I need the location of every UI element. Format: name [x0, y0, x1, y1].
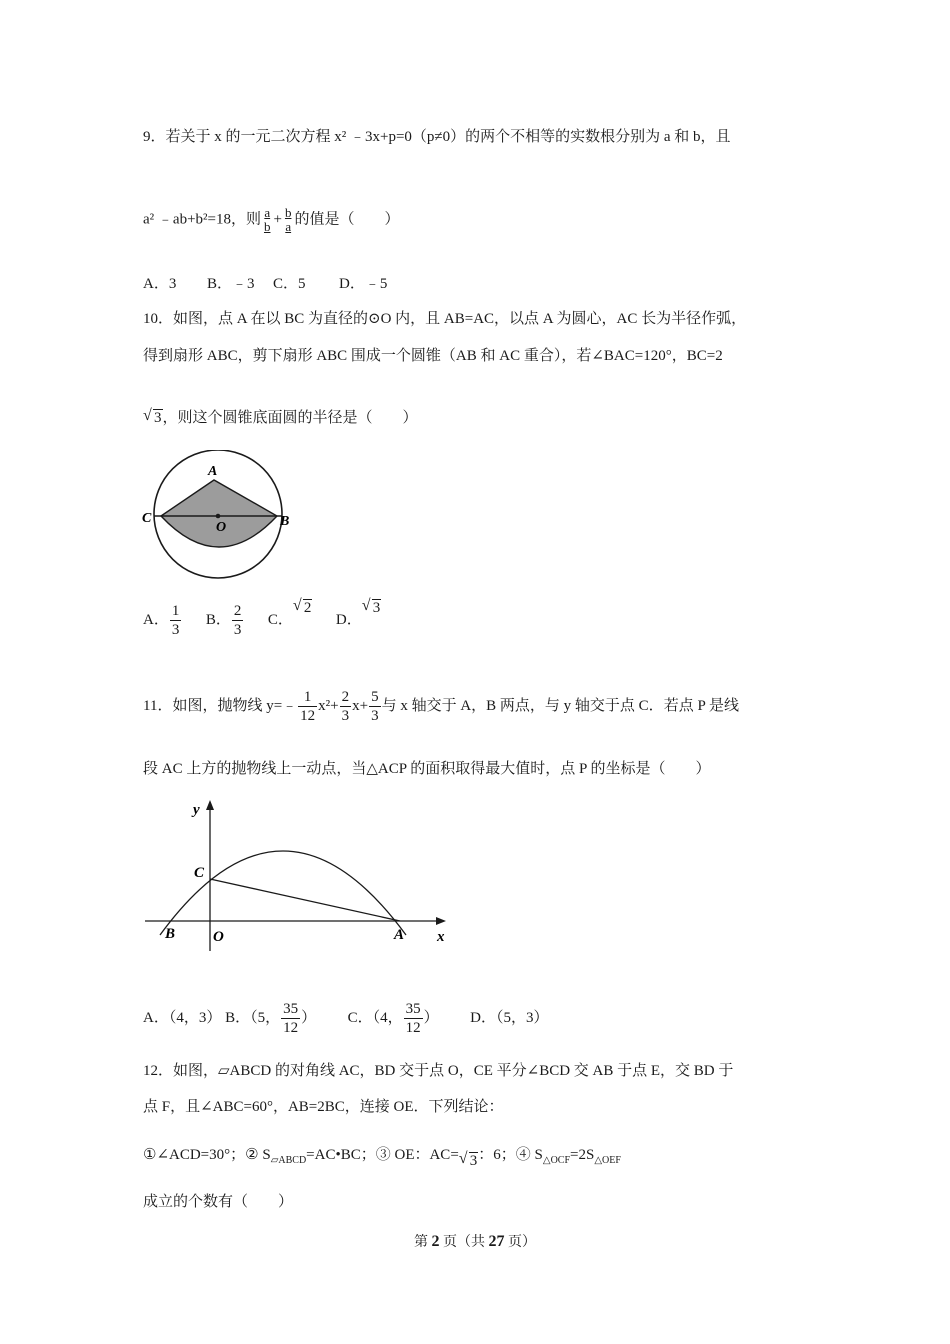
- q11-f3-num: 5: [371, 689, 379, 705]
- q11-f2-den: 3: [341, 708, 350, 724]
- q11-c-den: 12: [405, 1020, 421, 1036]
- q9-plus: +: [273, 211, 282, 228]
- q11-y-arrow: [206, 800, 214, 810]
- q11-parabola: [160, 851, 406, 935]
- q12-line4: 成立的个数有（ ）: [143, 1194, 294, 1210]
- q10-line3-post: ，则这个圆锥底面圆的半径是（ ）: [162, 410, 418, 426]
- q11-option-d: D．（5，3）: [470, 1009, 549, 1026]
- q10-option-b-label: B．: [205, 612, 231, 628]
- q11-f1-den: 12: [300, 708, 316, 724]
- q10-option-b-frac: [232, 602, 244, 639]
- q11-f1-num: 1: [298, 688, 317, 707]
- q9-line1: 9．若关于 x 的一元二次方程 x² ﹣3x+p=0（p≠0）的两个不相等的实数根分别为 a 和 b，且: [143, 129, 731, 145]
- q11-b-den: 12: [283, 1020, 299, 1036]
- q9-line2-post: 的值是（ ）: [294, 211, 400, 228]
- q10-label-a: A: [208, 464, 218, 479]
- q11-frac-1-12: [298, 688, 317, 725]
- q11-option-c-pre: C．（4，: [347, 1009, 403, 1026]
- q10-a-den: 3: [171, 622, 180, 639]
- q12-line1: 12．如图，▱ABCD 的对角线 AC，BD 交于点 O，CE 平分∠BCD 交 AB 于点 E，交 BD 于: [143, 1063, 734, 1079]
- footer-pre: 第: [414, 1235, 428, 1250]
- q10-line2: 得到扇形 ABC，剪下扇形 ABC 围成一个圆锥（AB 和 AC 重合），若∠BAC=120°，BC=2: [143, 348, 723, 364]
- q10-option-c-label: C．: [267, 612, 293, 628]
- q12-sqrt3: √ 3: [458, 1150, 478, 1169]
- q11-options: [143, 1000, 549, 1037]
- q11-line1-pre: 11．如图，抛物线 y=﹣: [143, 697, 298, 714]
- q9-line2-pre: a² ﹣ab+b²=18，则: [143, 211, 261, 228]
- q12-line3-b: =AC•BC；③ OE：AC=: [306, 1147, 459, 1163]
- q9-option-d: D．﹣5: [339, 276, 388, 292]
- q10-label-b: B: [280, 514, 290, 529]
- q12-sub-abcd: ▱ABCD: [270, 1155, 307, 1166]
- q12-line3: [143, 1145, 621, 1171]
- q11-label-y: y: [193, 802, 200, 818]
- q10-sqrt3-radicand: 3: [154, 410, 162, 426]
- q11-line1: [143, 688, 739, 725]
- q10-option-d-label: D．: [335, 612, 362, 628]
- q11-f3-den: 3: [371, 708, 379, 724]
- q10-b-num: 2: [233, 603, 242, 620]
- q10-label-c: C: [142, 511, 152, 526]
- q10-b-den: 3: [233, 622, 242, 639]
- q10-figure: [140, 450, 300, 580]
- q9-option-b: B．﹣3: [207, 276, 255, 292]
- q10-label-o: O: [216, 520, 227, 535]
- page-footer: [0, 1231, 950, 1251]
- q11-option-b-post: ）: [301, 1009, 317, 1026]
- q10-line3: [143, 408, 418, 428]
- q11-segment-ac: [210, 879, 400, 921]
- q9-line2: [143, 206, 399, 234]
- q12-line3-c: ：6；④ S: [478, 1147, 543, 1163]
- q10-sector-abc: [161, 480, 277, 547]
- q11-label-b: B: [165, 926, 176, 942]
- q10-line1: 10．如图，点 A 在以 BC 为直径的⊙O 内，且 AB=AC，以点 A 为圆心，AC 长为半径作弧，: [143, 311, 747, 327]
- q10-option-d-sqrt: √ 3: [361, 597, 381, 616]
- q10-d-radicand: 3: [372, 600, 381, 616]
- q9-options: [143, 274, 387, 294]
- q10-sqrt3: √ 3: [143, 407, 162, 426]
- q9-option-a: A．3: [143, 276, 177, 292]
- q9-frac1-den: b: [263, 219, 271, 234]
- q11-mid2: x+: [352, 697, 369, 714]
- q11-option-b-pre: B．（5，: [225, 1009, 281, 1026]
- q11-line1-post: 与 x 轴交于 A，B 两点，与 y 轴交于点 C．若点 P 是线: [381, 697, 739, 714]
- q9-frac1-num: a: [264, 205, 271, 220]
- q12-line3-a: ①∠ACD=30°；② S: [143, 1147, 271, 1163]
- q11-label-x: x: [437, 929, 445, 945]
- q12-sqrt3-radicand: 3: [469, 1153, 478, 1169]
- q11-b-num: 35: [283, 1001, 299, 1017]
- q11-label-c: C: [194, 865, 205, 881]
- q11-f2-num: 2: [341, 689, 350, 705]
- q11-option-a: A．（4，3）: [143, 1009, 222, 1026]
- q9-option-c: C．5: [273, 276, 306, 292]
- q11-figure: [143, 797, 448, 955]
- q11-line2: 段 AC 上方的抛物线上一动点，当△ACP 的面积取得最大值时，点 P 的坐标是（ ）: [143, 761, 711, 777]
- q11-mid1: x²+: [318, 697, 339, 714]
- q9-frac-b-over-a: [283, 206, 294, 234]
- footer-page-number: 2: [431, 1233, 440, 1250]
- q10-c-radicand: 2: [303, 600, 312, 616]
- q10-option-c-sqrt: √ 2: [292, 597, 312, 616]
- q11-frac-2-3: [340, 688, 352, 725]
- q9-frac2-num: b: [284, 205, 292, 220]
- q10-option-a-frac: [170, 602, 182, 639]
- q10-options: [143, 598, 381, 639]
- footer-mid: 页（共: [443, 1235, 485, 1250]
- q11-frac-5-3: [369, 688, 381, 725]
- q9-frac-a-over-b: [262, 206, 273, 234]
- q11-option-c-frac: [404, 1000, 423, 1037]
- footer-total-pages: 27: [488, 1233, 505, 1250]
- q11-label-a: A: [394, 927, 405, 943]
- q11-option-c-post: ）: [423, 1009, 439, 1026]
- q12-line2: 点 F，且∠ABC=60°，AB=2BC，连接 OE．下列结论：: [143, 1099, 504, 1115]
- q11-c-num: 35: [405, 1001, 421, 1017]
- q10-center-dot: [216, 514, 221, 519]
- q11-label-o: O: [213, 929, 224, 945]
- footer-post: 页）: [508, 1235, 536, 1250]
- q12-sub-ocf: △OCF: [542, 1155, 571, 1166]
- q9-frac2-den: a: [285, 219, 292, 234]
- q10-option-a-label: A．: [143, 612, 169, 628]
- q12-line3-d: =2S: [570, 1147, 595, 1163]
- q10-a-num: 1: [171, 603, 180, 620]
- q11-option-b-frac: [281, 1000, 300, 1037]
- q12-sub-oef: △OEF: [594, 1155, 621, 1166]
- q11-x-arrow: [436, 917, 446, 925]
